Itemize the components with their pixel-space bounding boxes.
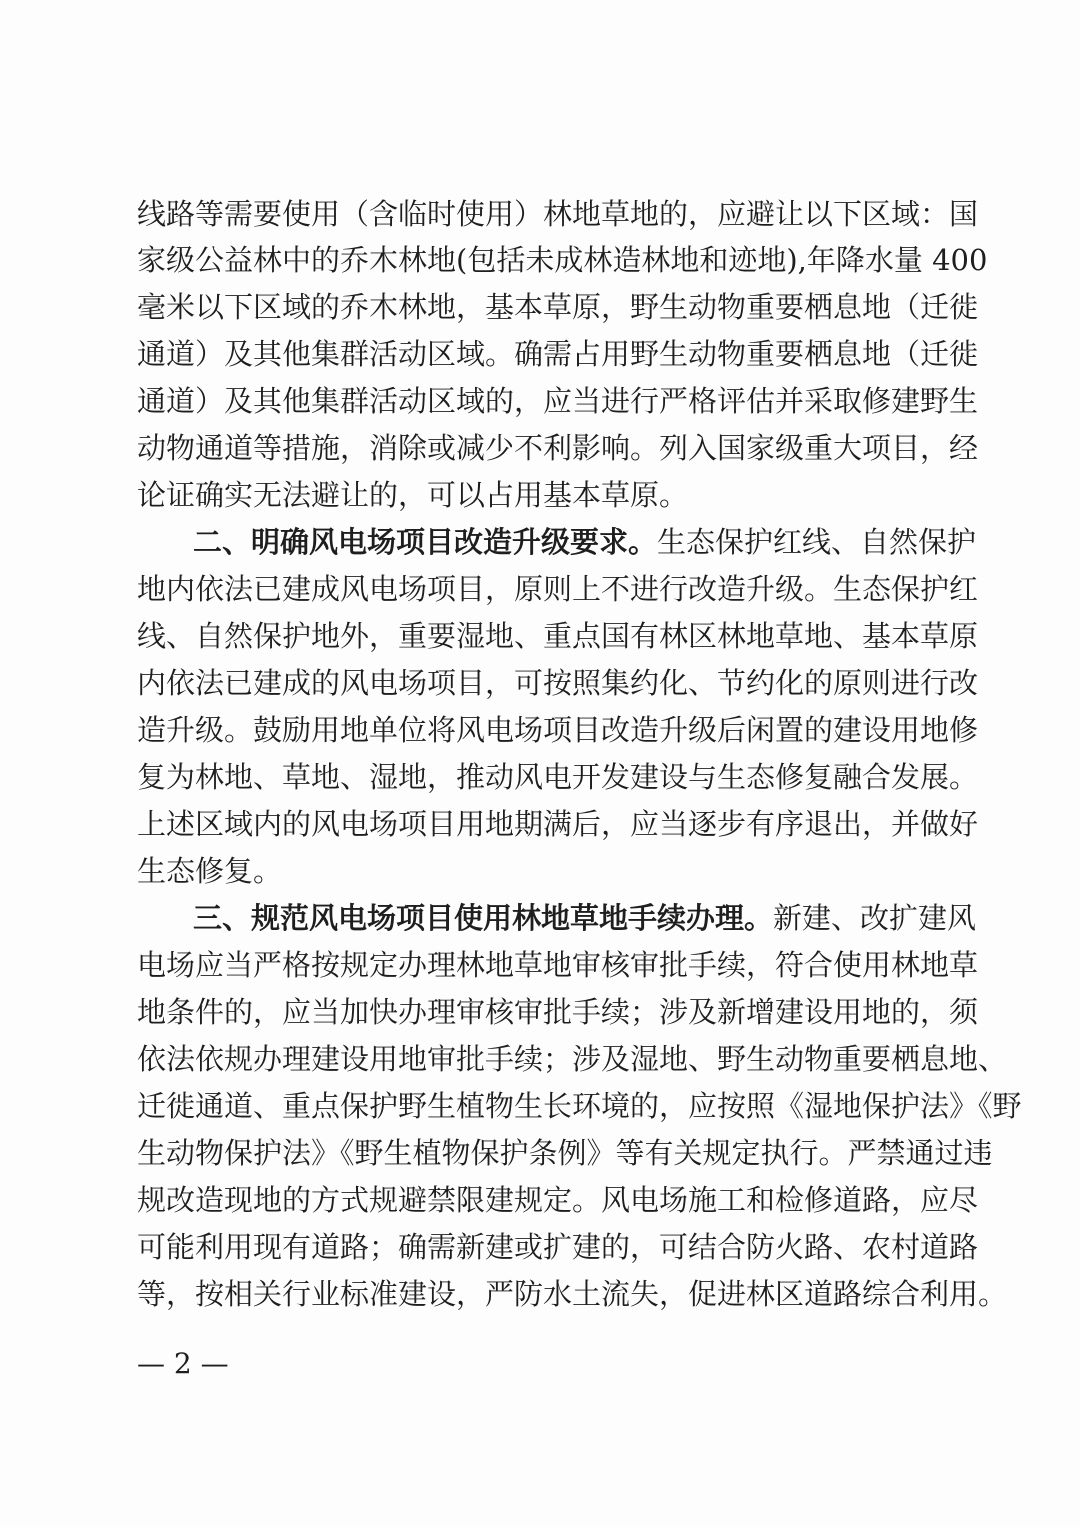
text-line: 内依法已建成的风电场项目，可按照集约化、节约化的原则进行改 xyxy=(137,666,979,700)
text-line: 通道）及其他集群活动区域的，应当进行严格评估并采取修建野生 xyxy=(137,384,979,418)
text-line: 迁徙通道、重点保护野生植物生长环境的，应按照《湿地保护法》《野 xyxy=(137,1089,1022,1123)
text-line: 动物通道等措施，消除或减少不利影响。列入国家级重大项目，经 xyxy=(137,431,979,465)
section-2-first-line-text: 生态保护红线、自然保护 xyxy=(657,525,977,559)
section-3-first-line-text: 新建、改扩建风 xyxy=(773,901,977,935)
text-line: 依法依规办理建设用地审批手续；涉及湿地、野生动物重要栖息地、 xyxy=(137,1042,1008,1076)
text-line: 线、自然保护地外，重要湿地、重点国有林区林地草地、基本草原 xyxy=(137,619,979,653)
text-line: 可能利用现有道路；确需新建或扩建的，可结合防火路、农村道路 xyxy=(137,1230,979,1264)
page-number: — 2 — xyxy=(137,1347,229,1380)
section-2-heading: 二、明确风电场项目改造升级要求。 xyxy=(193,525,658,559)
text-line: 生动物保护法》《野生植物保护条例》等有关规定执行。严禁通过违 xyxy=(137,1136,993,1170)
text-line: 毫米以下区域的乔木林地，基本草原，野生动物重要栖息地（迁徙 xyxy=(137,290,979,324)
text-line: 家级公益林中的乔木林地(包括未成林造林地和迹地),年降水量 400 xyxy=(137,243,988,277)
text-line: 地条件的，应当加快办理审核审批手续；涉及新增建设用地的，须 xyxy=(137,995,979,1029)
text-line: 造升级。鼓励用地单位将风电场项目改造升级后闲置的建设用地修 xyxy=(137,713,979,747)
text-line: 电场应当严格按规定办理林地草地审核审批手续，符合使用林地草 xyxy=(137,948,979,982)
text-line: 生态修复。 xyxy=(137,854,283,888)
text-line: 线路等需要使用（含临时使用）林地草地的，应避让以下区域：国 xyxy=(137,197,979,231)
text-line: 复为林地、草地、湿地，推动风电开发建设与生态修复融合发展。 xyxy=(137,760,979,794)
text-line: 上述区域内的风电场项目用地期满后，应当逐步有序退出，并做好 xyxy=(137,807,979,841)
section-3-first-line xyxy=(193,900,977,936)
text-line: 地内依法已建成风电场项目，原则上不进行改造升级。生态保护红 xyxy=(137,572,979,606)
text-line: 等，按相关行业标准建设，严防水土流失，促进林区道路综合利用。 xyxy=(137,1277,1008,1311)
text-line: 规改造现地的方式规避禁限建规定。风电场施工和检修道路，应尽 xyxy=(137,1183,979,1217)
section-3-heading: 三、规范风电场项目使用林地草地手续办理。 xyxy=(193,901,774,935)
text-line: 论证确实无法避让的，可以占用基本草原。 xyxy=(137,478,689,512)
section-2-first-line xyxy=(193,524,977,560)
text-line: 通道）及其他集群活动区域。确需占用野生动物重要栖息地（迁徙 xyxy=(137,337,979,371)
